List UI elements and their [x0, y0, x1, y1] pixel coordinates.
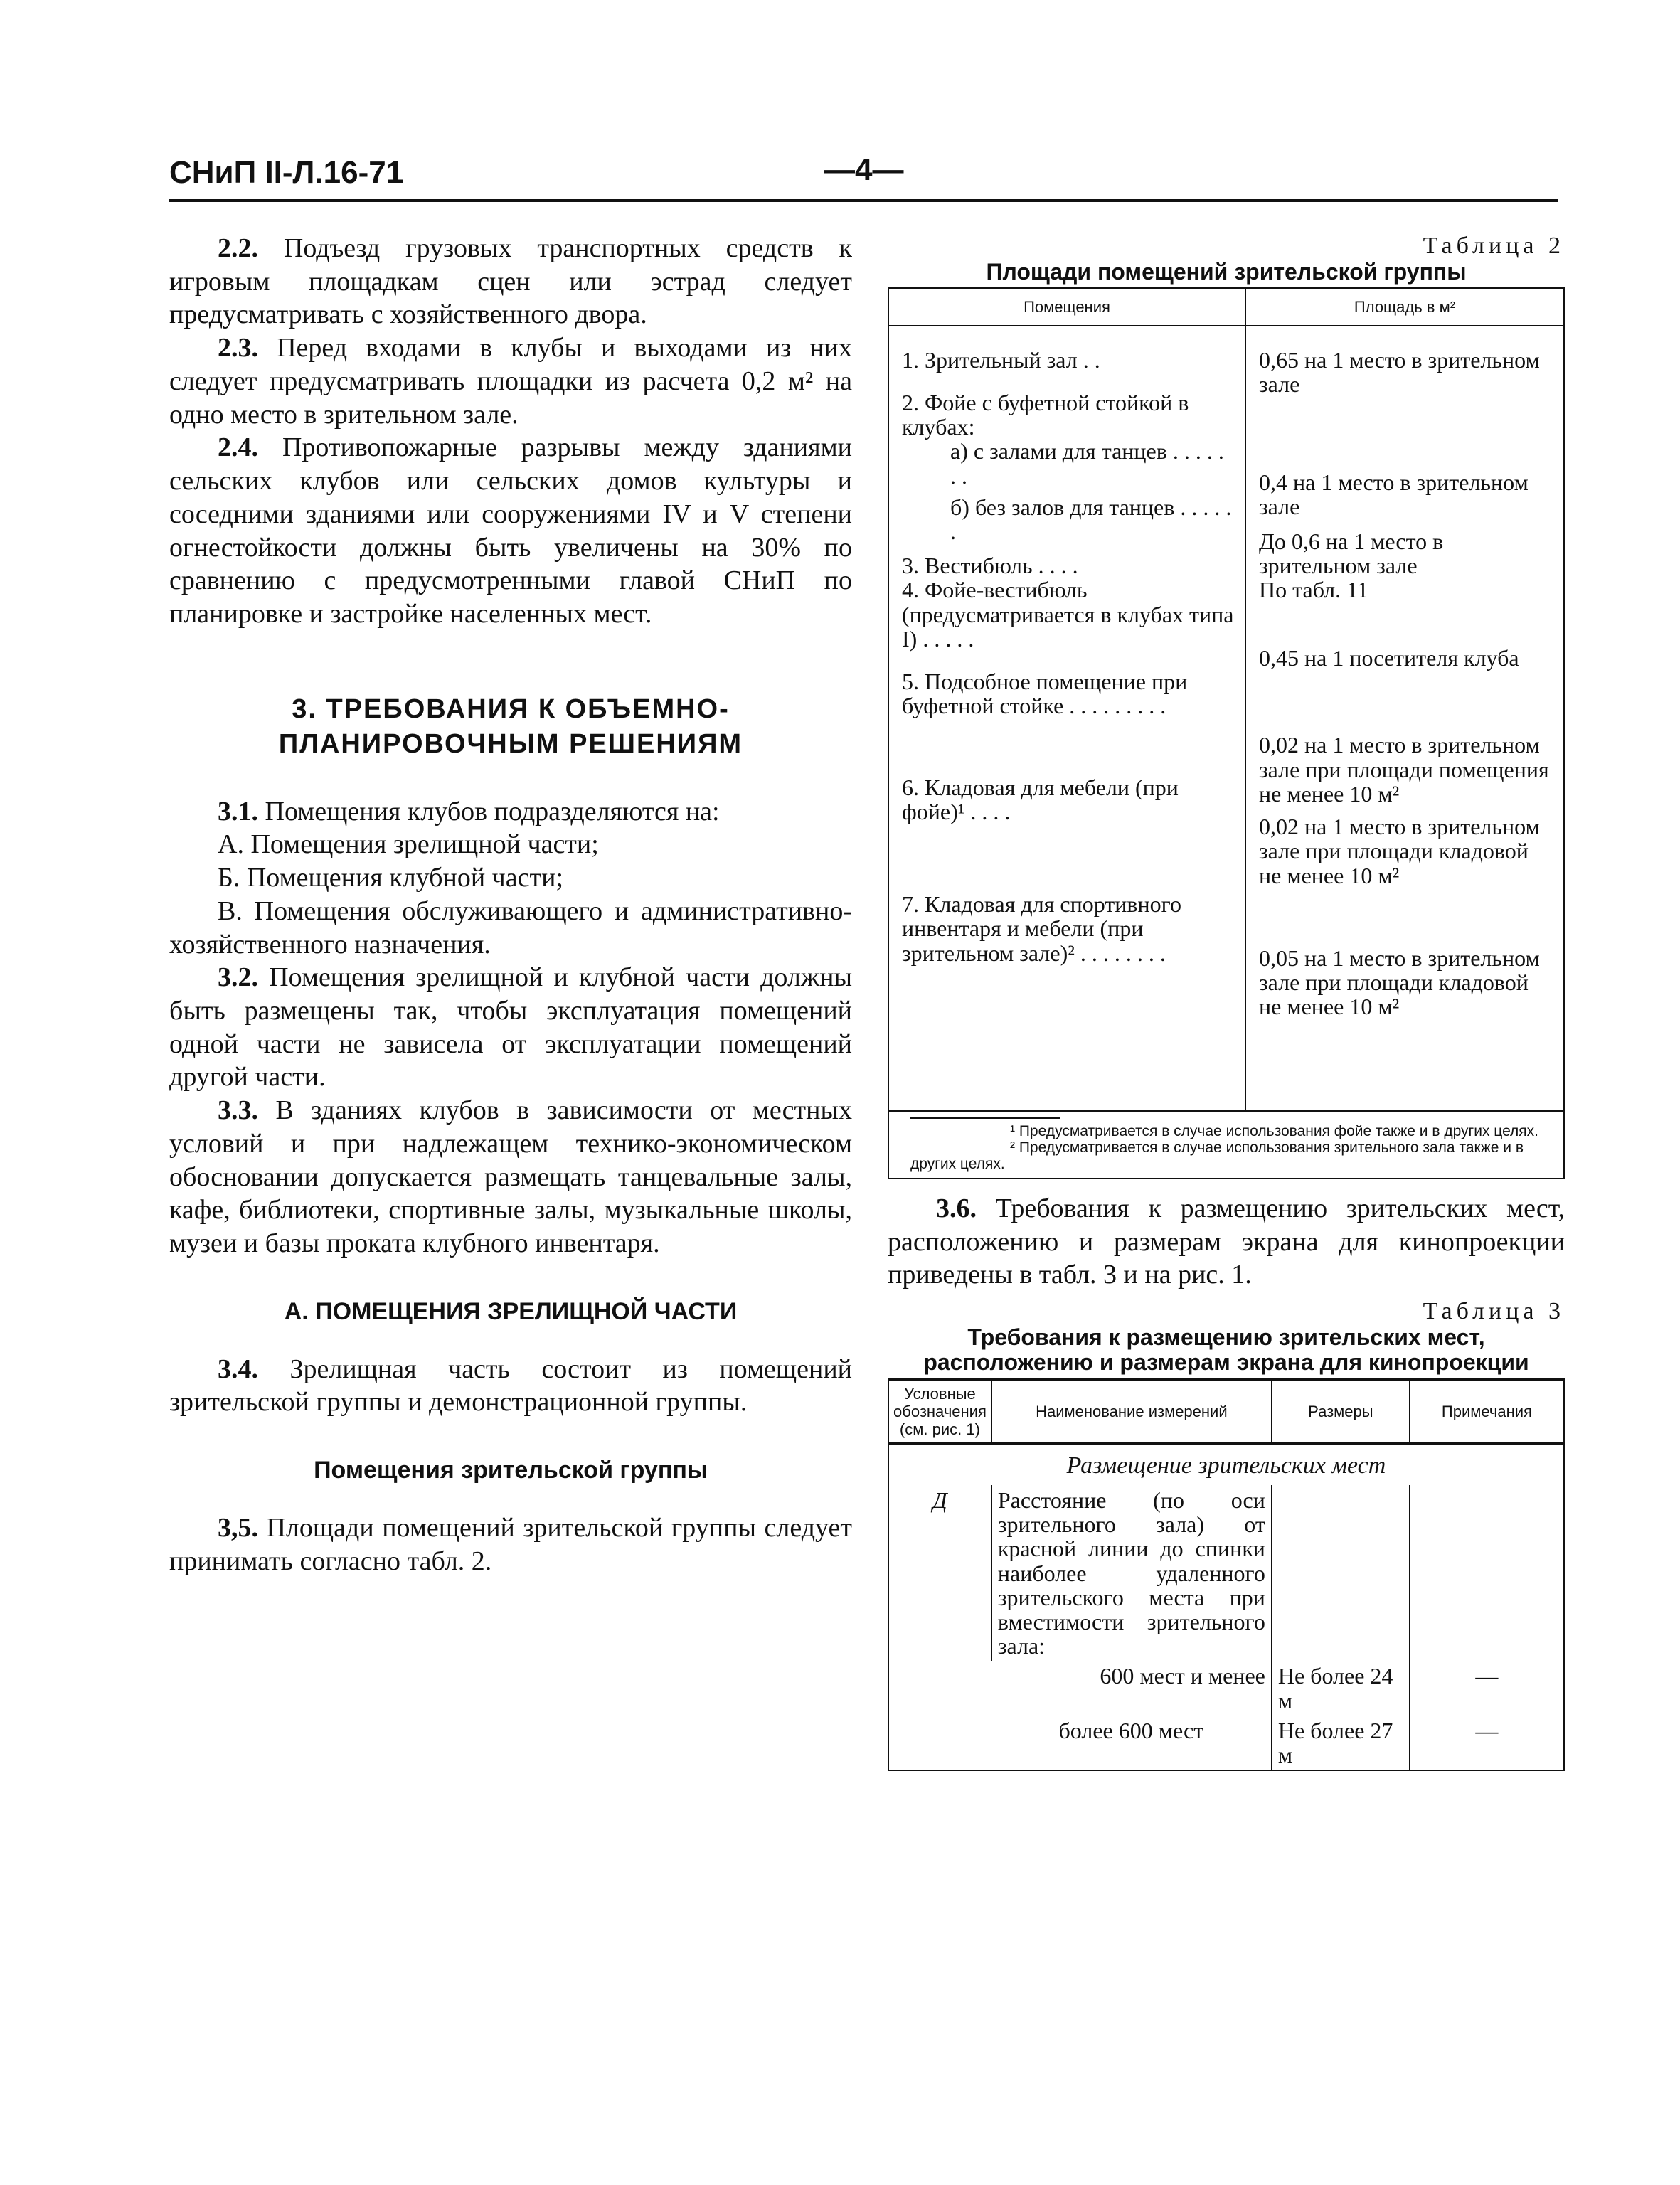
header-rule [169, 199, 1558, 202]
table-3-header-size: Размеры [1272, 1379, 1410, 1444]
room-6: 6. Кладовая для мебели (при фойе)¹ . . . . [902, 774, 1179, 824]
room-2: 2. Фойе с буфетной стойкой в клубах: [902, 389, 1189, 440]
table-3-label: Таблица 3 [1423, 1298, 1565, 1325]
table-3-sub-b-size: Не более 27 м [1272, 1716, 1410, 1770]
table-3-sub-a-size: Не более 24 м [1272, 1661, 1410, 1715]
table-3-sub-b-label: более 600 мест [1058, 1717, 1204, 1743]
right-column [888, 232, 1565, 1771]
list-item-v: В. Помещения обслуживающего и административно-хозяйственного назначения. [169, 895, 852, 959]
paragraph-3-2: 3.2. Помещения зрелищной и клубной части должны быть размещены так, чтобы эксплуатация помещений одной части не зависела от эксплуатации помещений другой части. [169, 962, 852, 1092]
paragraph-3-6: 3.6. Требования к размещению зрительских мест, расположению и размерам экрана для кинопроекции приведены в табл. 3 и на рис. 1. [888, 1193, 1565, 1290]
paragraph-3-4: 3.4. Зрелищная часть состоит из помещений зрительской группы и демонстрационной группы. [169, 1354, 852, 1418]
area-5: 0,02 на 1 место в зрительном зале при площади помещения не менее 10 м² [1259, 732, 1549, 807]
area-2a: 0,4 на 1 место в зрительном зале [1259, 469, 1529, 520]
table-3-header-name: Наименование измерений [991, 1379, 1272, 1444]
room-5: 5. Подсобное помещение при буфетной стойке . . . . . . . . . [902, 669, 1188, 719]
area-2b: До 0,6 на 1 место в зрительном зале [1259, 528, 1444, 578]
paragraph-3-3: 3.3. В зданиях клубов в зависимости от местных условий и при надлежащем технико-экономическом обосновании допускается размещать танцевальные залы, кафе, библиотеки, спортивные залы, музыкальные школы, музеи и базы проката клубного инвентаря. [169, 1095, 852, 1259]
paragraph-3-1: 3.1. Помещения клубов подразделяются на: [218, 796, 720, 826]
list-item-a: А. Помещения зрелищной части; [218, 829, 599, 860]
table-3-group-heading: Размещение зрительских мест [1066, 1452, 1386, 1479]
room-7: 7. Кладовая для спортивного инвентаря и мебели (при зрительном зале)² . . . . . . . . [902, 891, 1181, 966]
room-2b: б) без залов для танцев . . . . . . [950, 494, 1232, 544]
table-3-sub-b-note: — [1410, 1716, 1564, 1770]
paragraph-2-4: 2.4. Противопожарные разрывы между зданиями сельских клубов или сельских домов культуры и соседними зданиями или сооружениями IV и V степени огнестойкости должны быть увеличены на 30% по сравнению с предусмотренными главой СНиП по планировке и застройке населенных мест. [169, 432, 852, 629]
left-column [169, 232, 852, 1578]
room-1: 1. Зрительный зал . . [902, 346, 1100, 373]
footnote-rule [910, 1117, 1060, 1119]
table-3-sub-a-label: 600 мест и менее [1100, 1663, 1265, 1689]
room-2a: а) с залами для танцев . . . . . . . [950, 438, 1224, 489]
table-2-header-rooms: Помещения [888, 289, 1245, 326]
table-3-description: Расстояние (по оси зрительного зала) от красной линии до спинки наиболее удаленного зрительского места при вместимости зрительного зала: [991, 1485, 1272, 1662]
table-row [888, 1485, 1564, 1662]
area-4: 0,45 на 1 посетителя клуба [1259, 645, 1519, 671]
subsection-group-title: Помещения зрительской группы [314, 1457, 708, 1484]
table-2-title: Площади помещений зрительской группы [986, 259, 1467, 285]
table-2 [888, 287, 1565, 1111]
table-3-header-notes: Примечания [1410, 1379, 1564, 1444]
page-header [169, 152, 1558, 198]
room-3: 3. Вестибюль . . . . [902, 553, 1078, 579]
page-number: —4— [824, 152, 904, 187]
section-3-title: 3. ТРЕБОВАНИЯ К ОБЪЕМНО-ПЛАНИРОВОЧНЫМ РЕШЕНИЯМ [278, 693, 743, 760]
table-2-area-cell [1245, 326, 1564, 1111]
footnote-1: ¹ Предусматривается в случае использования фойе также и в других целях. [1010, 1122, 1539, 1139]
table-3-symbol: Д [932, 1487, 947, 1513]
area-7: 0,05 на 1 место в зрительном зале при площади кладовой не менее 10 м² [1259, 945, 1540, 1020]
paragraph-3-5: 3,5. Площади помещений зрительской группы следует принимать согласно табл. 2. [169, 1512, 852, 1576]
area-3: По табл. 11 [1259, 576, 1368, 602]
table-row [888, 1444, 1564, 1485]
document-code: СНиП II-Л.16-71 [169, 155, 404, 190]
area-1: 0,65 на 1 место в зрительном зале [1259, 346, 1540, 397]
area-6: 0,02 на 1 место в зрительном зале при площади кладовой не менее 10 м² [1259, 814, 1540, 888]
table-3-title: Требования к размещению зрительских мест, расположению и размерам экрана для кинопроекции [923, 1324, 1529, 1376]
room-4: 4. Фойе-вестибюль (предусматривается в клубах типа I) . . . . . [902, 577, 1234, 652]
table-row [888, 326, 1564, 1111]
list-item-b: Б. Помещения клубной части; [218, 863, 564, 893]
table-2-rooms-cell [888, 326, 1245, 1111]
footnote-2: ² Предусматривается в случае использования зрительного зала также и в других целях. [910, 1139, 1524, 1172]
table-3-header-symbols: Условные обозначения (см. рис. 1) [888, 1379, 991, 1444]
table-3 [888, 1378, 1565, 1772]
paragraph-2-3: 2.3. Перед входами в клубы и выходами из них следует предусматривать площадки из расчета 0,2 м² на одно место в зрительном зале. [169, 333, 853, 430]
table-2-header-area: Площадь в м² [1245, 289, 1564, 326]
table-3-sub-a-note: — [1410, 1661, 1564, 1715]
table-2-footnotes [888, 1112, 1565, 1179]
paragraph-2-2: 2.2. Подъезд грузовых транспортных средств к игровым площадкам сцен или эстрад следует предусматривать с хозяйственного двора. [169, 233, 852, 330]
subsection-a-title: А. ПОМЕЩЕНИЯ ЗРЕЛИЩНОЙ ЧАСТИ [284, 1297, 738, 1325]
table-2-label: Таблица 2 [1423, 233, 1565, 259]
